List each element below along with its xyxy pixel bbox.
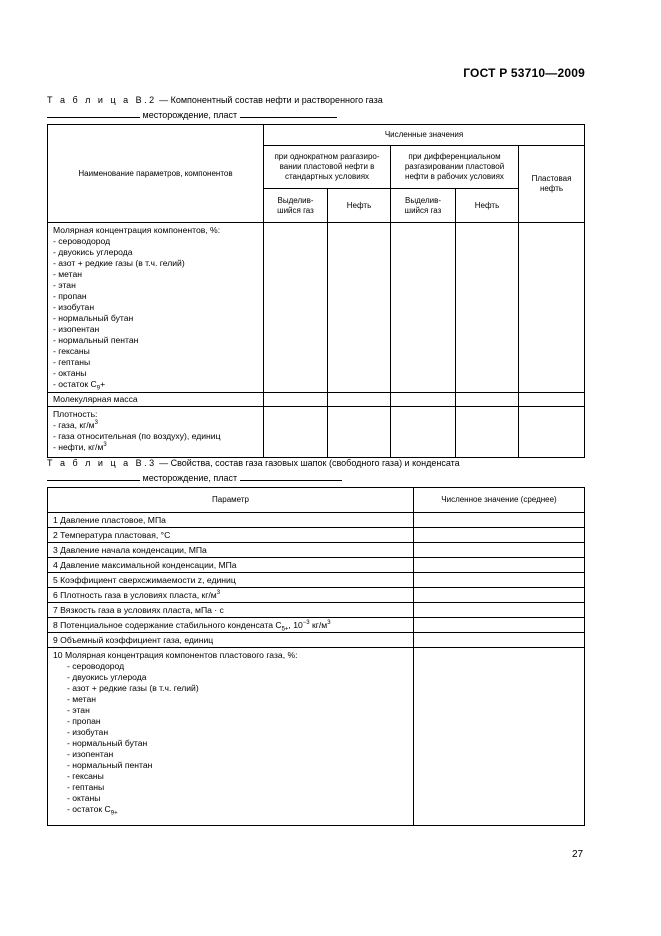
header-value: Численное значение (среднее) xyxy=(414,488,585,513)
component: - двуокись углерода xyxy=(53,247,133,257)
value-cell[interactable] xyxy=(414,558,585,573)
component: - азот + редкие газы (в т.ч. гелий) xyxy=(53,258,185,268)
component: - октаны xyxy=(67,793,101,803)
header-single-flash: при однократном разгазиро-вании пластовой нефти в стандартных условиях xyxy=(264,146,391,189)
table-b3-caption xyxy=(47,458,460,468)
component: - октаны xyxy=(53,368,87,378)
value-cell[interactable] xyxy=(519,393,585,407)
table-b3-caption-text: — Свойства, состав газа газовых шапок (свободного газа) и конденсата xyxy=(156,458,460,468)
molar-title: Молярная концентрация компонентов, %: xyxy=(53,225,221,235)
table-b2-field-label: месторождение, пласт xyxy=(140,110,240,120)
component: - нормальный бутан xyxy=(67,738,148,748)
value-cell[interactable] xyxy=(414,513,585,528)
component-rest: - остаток $C_{9+}$ xyxy=(67,804,118,817)
field-blank[interactable] xyxy=(240,108,337,118)
field-blank[interactable] xyxy=(240,471,342,481)
value-cell[interactable] xyxy=(414,603,585,618)
value-cell[interactable] xyxy=(456,407,519,458)
value-cell[interactable] xyxy=(456,223,519,393)
density-relative: - газа относительная (по воздуху), единиц xyxy=(53,431,221,441)
value-cell[interactable] xyxy=(328,393,391,407)
component-rest: - остаток $C_9+$ xyxy=(53,379,106,392)
param-row-4: 4 Давление максимальной конденсации, МПа xyxy=(48,558,414,573)
density-gas: - газа, $кг/м^3$ xyxy=(53,420,98,430)
component: - гексаны xyxy=(67,771,104,781)
value-cell[interactable] xyxy=(414,648,585,826)
component: - гептаны xyxy=(53,357,91,367)
param-row-1: 1 Давление пластовое, МПа xyxy=(48,513,414,528)
component: - сероводород xyxy=(67,661,125,671)
table-b2-caption-prefix: Т а б л и ц а В.2 xyxy=(47,95,157,105)
value-cell[interactable] xyxy=(519,407,585,458)
table-b3 xyxy=(47,487,585,826)
value-cell[interactable] xyxy=(264,407,328,458)
component: - изопентан xyxy=(67,749,114,759)
header-gas-1: Выделив-шийся газ xyxy=(264,189,328,223)
component: - метан xyxy=(53,269,83,279)
param-row-5: 5 Коэффициент сверхсжимаемости z, единиц xyxy=(48,573,414,588)
param-row-6: 6 Плотность газа в условиях пласта, $кг/м^3$ xyxy=(48,588,414,603)
value-cell[interactable] xyxy=(414,543,585,558)
component: - пропан xyxy=(53,291,87,301)
header-oil-1: Нефть xyxy=(328,189,391,223)
component: - нормальный бутан xyxy=(53,313,134,323)
component: - изопентан xyxy=(53,324,100,334)
table-b2 xyxy=(47,124,585,458)
value-cell[interactable] xyxy=(414,633,585,648)
density-oil: - нефти, $кг/м^3$ xyxy=(53,442,107,452)
density-title: Плотность: xyxy=(53,409,98,419)
value-cell[interactable] xyxy=(328,407,391,458)
page-number: 27 xyxy=(572,849,584,860)
param-row-8: 8 Потенциальное содержание стабильного конденсата $C_{5+}$, $10^{-3}$ $кг/м^3$ xyxy=(48,618,414,633)
value-cell[interactable] xyxy=(414,588,585,603)
standard-number: ГОСТ Р 53710—2009 xyxy=(463,66,585,80)
table-b3-caption-prefix: Т а б л и ц а В.3 xyxy=(47,458,157,468)
header-values: Численные значения xyxy=(264,125,585,146)
component: - этан xyxy=(67,705,90,715)
component: - двуокись углерода xyxy=(67,672,147,682)
param-row-3: 3 Давление начала конденсации, МПа xyxy=(48,543,414,558)
field-blank[interactable] xyxy=(47,471,140,481)
header-reservoir-oil: Пластовая нефть xyxy=(519,146,585,223)
table-b2-caption xyxy=(47,95,383,105)
molar-title: 10 Молярная концентрация компонентов пластового газа, %: xyxy=(53,650,298,660)
param-row-2: 2 Температура пластовая, °С xyxy=(48,528,414,543)
component: - сероводород xyxy=(53,236,111,246)
value-cell[interactable] xyxy=(414,618,585,633)
component: - нормальный пентан xyxy=(67,760,153,770)
value-cell[interactable] xyxy=(456,393,519,407)
table-b2-caption-text: — Компонентный состав нефти и растворенного газа xyxy=(156,95,383,105)
component: - изобутан xyxy=(53,302,95,312)
value-cell[interactable] xyxy=(391,393,456,407)
molar-composition-cell xyxy=(48,223,264,393)
value-cell[interactable] xyxy=(328,223,391,393)
param-row-10 xyxy=(48,648,414,826)
header-gas-2: Выделив-шийся газ xyxy=(391,189,456,223)
table-b3-field-line xyxy=(47,471,342,483)
component: - изобутан xyxy=(67,727,109,737)
density-cell xyxy=(48,407,264,458)
component: - нормальный пентан xyxy=(53,335,139,345)
value-cell[interactable] xyxy=(264,223,328,393)
param-row-7: 7 Вязкость газа в условиях пласта, мПа · с xyxy=(48,603,414,618)
component: - этан xyxy=(53,280,76,290)
value-cell[interactable] xyxy=(391,407,456,458)
param-row-9: 9 Объемный коэффициент газа, единиц xyxy=(48,633,414,648)
component: - пропан xyxy=(67,716,101,726)
component: - метан xyxy=(67,694,97,704)
component: - гептаны xyxy=(67,782,105,792)
header-param: Наименование параметров, компонентов xyxy=(48,125,264,223)
component: - азот + редкие газы (в т.ч. гелий) xyxy=(67,683,199,693)
header-oil-2: Нефть xyxy=(456,189,519,223)
header-differential: при дифференциальном разгазировании пластовой нефти в рабочих условиях xyxy=(391,146,519,189)
value-cell[interactable] xyxy=(414,528,585,543)
value-cell[interactable] xyxy=(414,573,585,588)
header-parameter: Параметр xyxy=(48,488,414,513)
value-cell[interactable] xyxy=(391,223,456,393)
molecular-mass-label: Молекулярная масса xyxy=(48,393,264,407)
value-cell[interactable] xyxy=(519,223,585,393)
table-b3-field-label: месторождение, пласт xyxy=(140,473,240,483)
value-cell[interactable] xyxy=(264,393,328,407)
component: - гексаны xyxy=(53,346,90,356)
table-b2-field-line xyxy=(47,108,337,120)
field-blank[interactable] xyxy=(47,108,140,118)
